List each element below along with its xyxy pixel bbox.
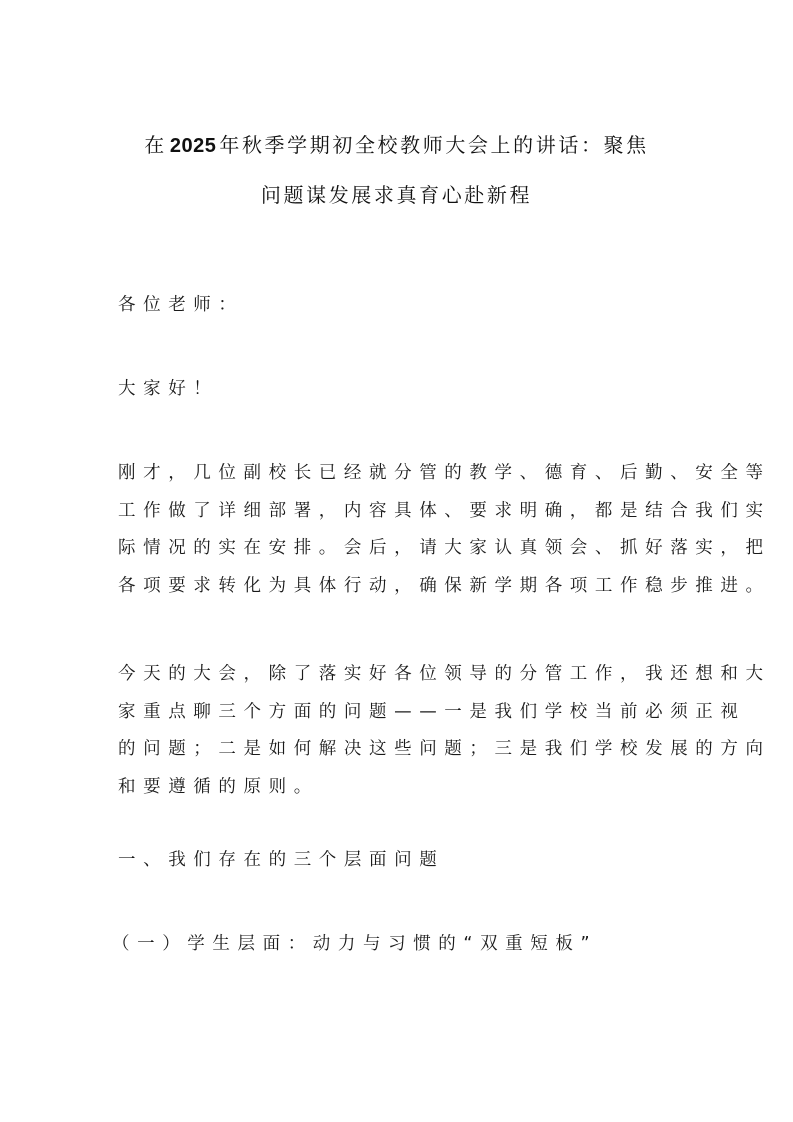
document-title-line-2: 问题谋发展求真育心赴新程 <box>260 183 533 207</box>
paragraph-line: 今天的大会，除了落实好各位领导的分管工作，我还想和大 <box>118 664 771 684</box>
title-prefix: 在 <box>144 133 167 157</box>
subsection-heading-text: （一）学生层面：动力与习惯的“双重短板” <box>112 934 598 954</box>
paragraph-line: 际情况的实在安排。会后，请大家认真领会、抓好落实，把 <box>118 538 771 558</box>
salutation <box>118 293 678 331</box>
paragraph-line: 刚才，几位副校长已经就分管的教学、德育、后勤、安全等 <box>118 463 771 483</box>
paragraph-line: 各项要求转化为具体行动，确保新学期各项工作稳步推进。 <box>118 575 771 596</box>
title-suffix: 年秋季学期初全校教师大会上的讲话：聚焦 <box>219 133 649 157</box>
greeting-text: 大家好！ <box>118 379 219 399</box>
section-heading-text: 一、我们存在的三个层面问题 <box>118 850 445 870</box>
greeting <box>118 377 678 415</box>
document-title-line-1 <box>0 133 793 158</box>
paragraph-1 <box>118 461 771 611</box>
subsection-1-heading <box>112 932 672 970</box>
paragraph-line: 的问题；二是如何解决这些问题；三是我们学校发展的方向 <box>118 739 771 759</box>
paragraph-line: 工作做了详细部署，内容具体、要求明确，都是结合我们实 <box>118 500 771 521</box>
salutation-text: 各位老师： <box>118 295 244 315</box>
paragraph-line: 家重点聊三个方面的问题——一是我们学校当前必须正视 <box>118 701 746 722</box>
title-year: 2025 <box>169 135 217 157</box>
section-1-heading <box>118 848 678 886</box>
paragraph-2 <box>118 662 771 812</box>
paragraph-line: 和要遵循的原则。 <box>118 776 319 797</box>
